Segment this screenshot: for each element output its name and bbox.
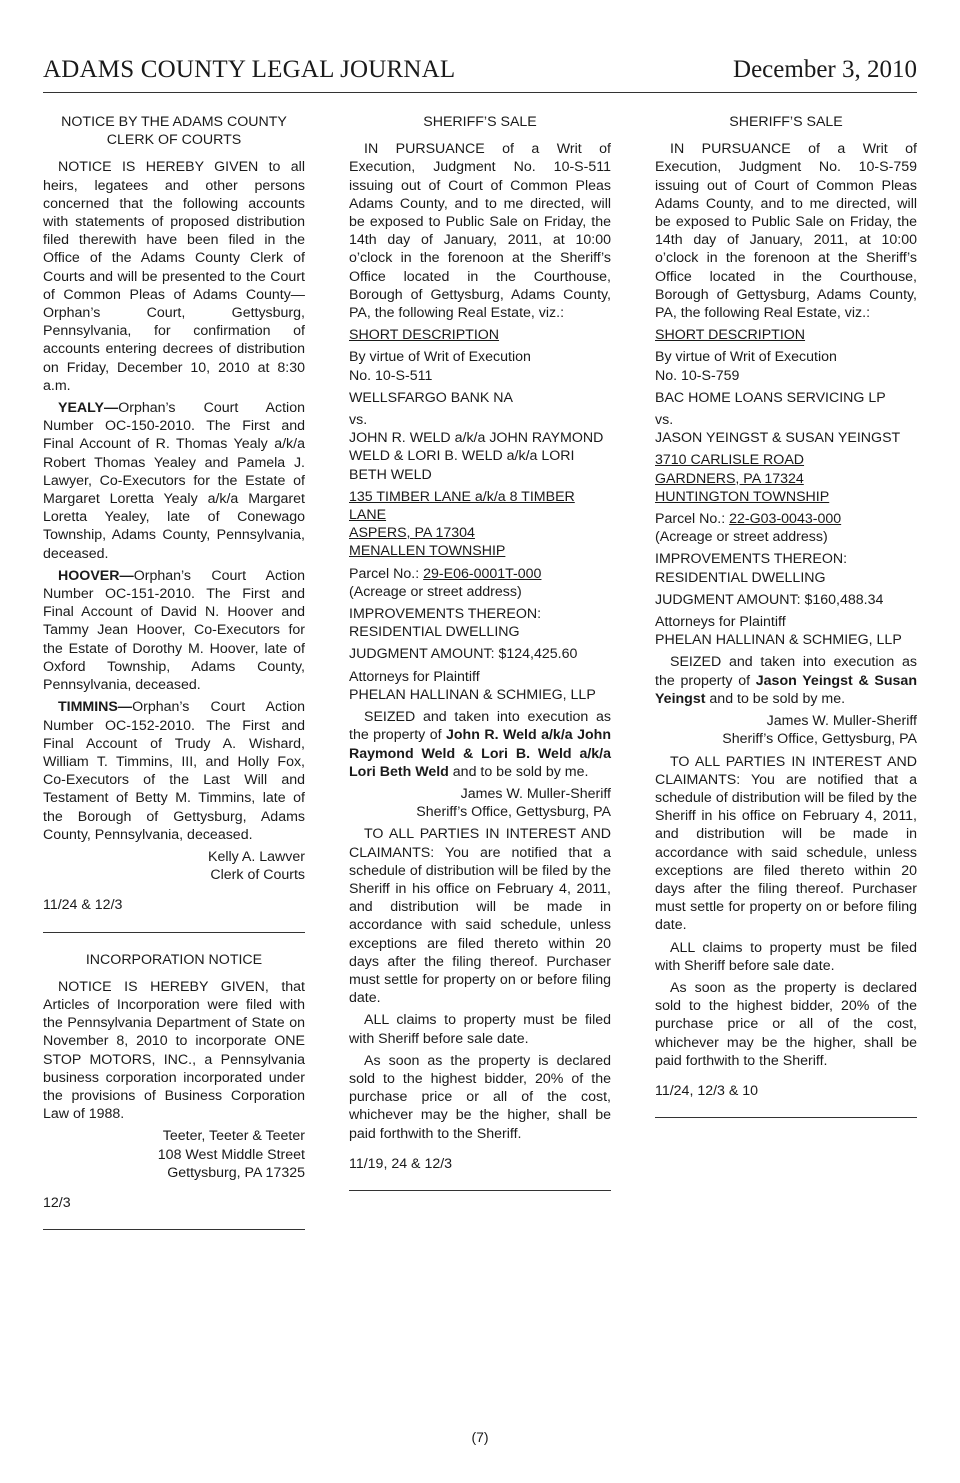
sale-run-dates: 11/19, 24 & 12/3 [349,1155,453,1172]
notice-intro: NOTICE IS HEREBY GIVEN to all heirs, legatees and other persons concerned that the following accounts with statements of proposed distribution filed therewith have been filed in the Office of the Adams County Clerk of Courts and will be presented to the Court of Common Pleas of Adams County—Orphan’s Court, Gettysburg, Pennsylvania, for confirmation of accounts entering decrees of distribution on Friday, December 10, 2010 at 8:30 a.m. [43,159,305,394]
parties-notice: TO ALL PARTIES IN INTEREST AND CLAIMANTS: You are notified that a schedule of distribution will be filed by the Sheriff in his office on February 4, 2011, and distribution will be made in accordance with said schedule, unless exceptions are filed thereto within 20 days after the filing thereof. Purchaser must settle for property on or before filing date. [349,826,611,1007]
page-number: (7) [471,1429,489,1445]
sale-run-dates: 11/24, 12/3 & 10 [655,1082,759,1099]
sheriff-office: Sheriff’s Office, Gettysburg, PA [722,731,917,748]
defendant: JOHN R. WELD a/k/a JOHN RAYMOND WELD & LORI B. WELD a/k/a LORI BETH WELD [349,430,604,483]
journal-title: ADAMS COUNTY LEGAL JOURNAL [43,56,456,83]
property-township: HUNTINGTON TOWNSHIP [655,488,830,505]
sale-title: SHERIFF’S SALE [423,114,537,130]
parcel-number: Parcel No.: 29-E06-0001T-000 [349,565,542,582]
column-right [655,113,917,1136]
attorneys-label: Attorneys for Plaintiff [655,614,786,631]
property-address-line2: ASPERS, PA 17304 [349,525,475,542]
writ-number: No. 10-S-511 [349,367,433,384]
writ-number: No. 10-S-759 [655,367,740,384]
incorporation-title: INCORPORATION NOTICE [85,951,263,968]
sheriff-name: James W. Muller-Sheriff [766,713,917,730]
estate-entry-yealy: YEALY—Orphan’s Court Action Number OC-150-2010. The First and Final Account of R. Thomas Yealy a/k/a Robert Thomas Yealey and Pamela J. Lawyer, Co-Executors for the Estate of Margaret Loretta Yealy a/k/a Margaret Loretta Yealey, late of Conewago Township, Adams County, Pennsylvania, deceased. [43,400,305,562]
divider [655,1117,917,1118]
sale-title: SHERIFF’S SALE [729,114,843,130]
plaintiff: BAC HOME LOANS SERVICING LP [655,389,886,406]
divider [349,1190,611,1191]
firm-city: Gettysburg, PA 17325 [167,1164,305,1181]
issue-date: December 3, 2010 [733,56,917,83]
versus: vs. [655,412,674,429]
payment-notice: As soon as the property is declared sold to the highest bidder, 20% of the purchase price or all of the cost, whichever may be the higher, shall be paid forthwith to the Sheriff. [655,979,917,1069]
firm-street: 108 West Middle Street [157,1146,305,1163]
firm-name: Teeter, Teeter & Teeter [162,1128,305,1145]
improvements-value: RESIDENTIAL DWELLING [655,569,826,586]
parcel-number: Parcel No.: 22-G03-0043-000 [655,511,842,528]
short-description-heading: SHORT DESCRIPTION [655,327,806,344]
seized-statement: SEIZED and taken into execution as the property of Jason Yeingst & Susan Yeingst and to be sold by me. [655,654,917,707]
divider [43,1229,305,1230]
property-address-line2: GARDNERS, PA 17324 [655,470,804,487]
parcel-note: (Acreage or street address) [349,583,522,600]
clerk-signature-title: Clerk of Courts [210,867,305,884]
judgment-amount: JUDGMENT AMOUNT: $160,488.34 [655,591,884,608]
column-middle [349,113,611,1209]
sheriff-office: Sheriff’s Office, Gettysburg, PA [416,804,611,821]
writ-line: By virtue of Writ of Execution [655,349,837,366]
divider [43,932,305,933]
claims-notice: ALL claims to property must be filed with Sheriff before sale date. [655,939,917,974]
writ-line: By virtue of Writ of Execution [349,349,531,366]
attorneys-firm: PHELAN HALLINAN & SCHMIEG, LLP [655,632,902,649]
improvements-label: IMPROVEMENTS THEREON: [349,606,542,623]
defendant: JASON YEINGST & SUSAN YEINGST [655,430,901,447]
improvements-label: IMPROVEMENTS THEREON: [655,551,848,568]
property-address-line1: 3710 CARLISLE ROAD [655,452,805,469]
judgment-amount: JUDGMENT AMOUNT: $124,425.60 [349,646,578,663]
incorporation-body: NOTICE IS HEREBY GIVEN, that Articles of Incorporation were filed with the Pennsylvania Department of State on November 8, 2010 to incorporate ONE STOP MOTORS, INC., a Pennsylvania business corporation incorporated under the provisions of Business Corporation Law of 1988. [43,978,305,1123]
property-address-line1: 135 TIMBER LANE a/k/a 8 TIMBER LANE [349,488,575,524]
short-description-heading: SHORT DESCRIPTION [349,327,500,344]
column-left [43,113,305,1248]
parcel-note: (Acreage or street address) [655,529,828,546]
versus: vs. [349,412,368,429]
sale-intro: IN PURSUANCE of a Writ of Execution, Judgment No. 10-S-511 issuing out of Court of Common Pleas Adams County, and to me directed, will be exposed to Public Sale on Friday, the 14th day of January, 2011, at 10:00 o’clock in the forenoon at the Sheriff’s Office located in the Courthouse, Borough of Gettysburg, Adams County, PA, the following Real Estate, viz.: [349,141,611,322]
notice-title-line2: CLERK OF COURTS [106,132,242,149]
payment-notice: As soon as the property is declared sold to the highest bidder, 20% of the purchase price or all of the cost, whichever may be the higher, shall be paid forthwith to the Sheriff. [349,1052,611,1142]
notice-run-dates: 11/24 & 12/3 [43,897,123,914]
incorporation-run-dates: 12/3 [43,1194,71,1211]
sale-intro: IN PURSUANCE of a Writ of Execution, Judgment No. 10-S-759 issuing out of Court of Common Pleas Adams County, and to me directed, will be exposed to Public Sale on Friday, the 14th day of January, 2011, at 10:00 o’clock in the forenoon at the Sheriff’s Office located in the Courthouse, Borough of Gettysburg, Adams County, PA, the following Real Estate, viz.: [655,141,917,322]
attorneys-label: Attorneys for Plaintiff [349,668,480,685]
sheriff-name: James W. Muller-Sheriff [460,785,611,802]
attorneys-firm: PHELAN HALLINAN & SCHMIEG, LLP [349,686,596,703]
notice-title-line1: NOTICE BY THE ADAMS COUNTY [61,114,287,130]
page-header [43,54,917,93]
estate-entry-timmins: TIMMINS—Orphan’s Court Action Number OC-152-2010. The First and Final Account of Trudy A. Wishard, William T. Timmins, III, and Holly Fox, Co-Executors of the Last Will and Testament of Betty M. Timmins, late of the Borough of Gettysburg, Adams County, Pennsylvania, deceased. [43,699,305,843]
parties-notice: TO ALL PARTIES IN INTEREST AND CLAIMANTS: You are notified that a schedule of distribution will be filed by the Sheriff in his office on February 4, 2011, and distribution will be made in accordance with said schedule, unless exceptions are filed thereto within 20 days after the filing thereof. Purchaser must settle for property on or before filing date. [655,753,917,934]
seized-statement: SEIZED and taken into execution as the property of John R. Weld a/k/a John Raymond Weld & Lori B. Weld a/k/a Lori Beth Weld and to be sold by me. [349,709,612,780]
plaintiff: WELLSFARGO BANK NA [349,389,513,406]
estate-entry-hoover: HOOVER—Orphan’s Court Action Number OC-151-2010. The First and Final Account of David N. Hoover and Tammy Jean Hoover, Co-Executors for the Estate of Dorothy M. Hoover, late of Oxford Township, Adams County, Pennsylvania, deceased. [43,567,305,694]
improvements-value: RESIDENTIAL DWELLING [349,624,520,641]
claims-notice: ALL claims to property must be filed with Sheriff before sale date. [349,1012,611,1047]
clerk-signature-name: Kelly A. Lawver [208,848,305,865]
property-township: MENALLEN TOWNSHIP [349,543,506,560]
